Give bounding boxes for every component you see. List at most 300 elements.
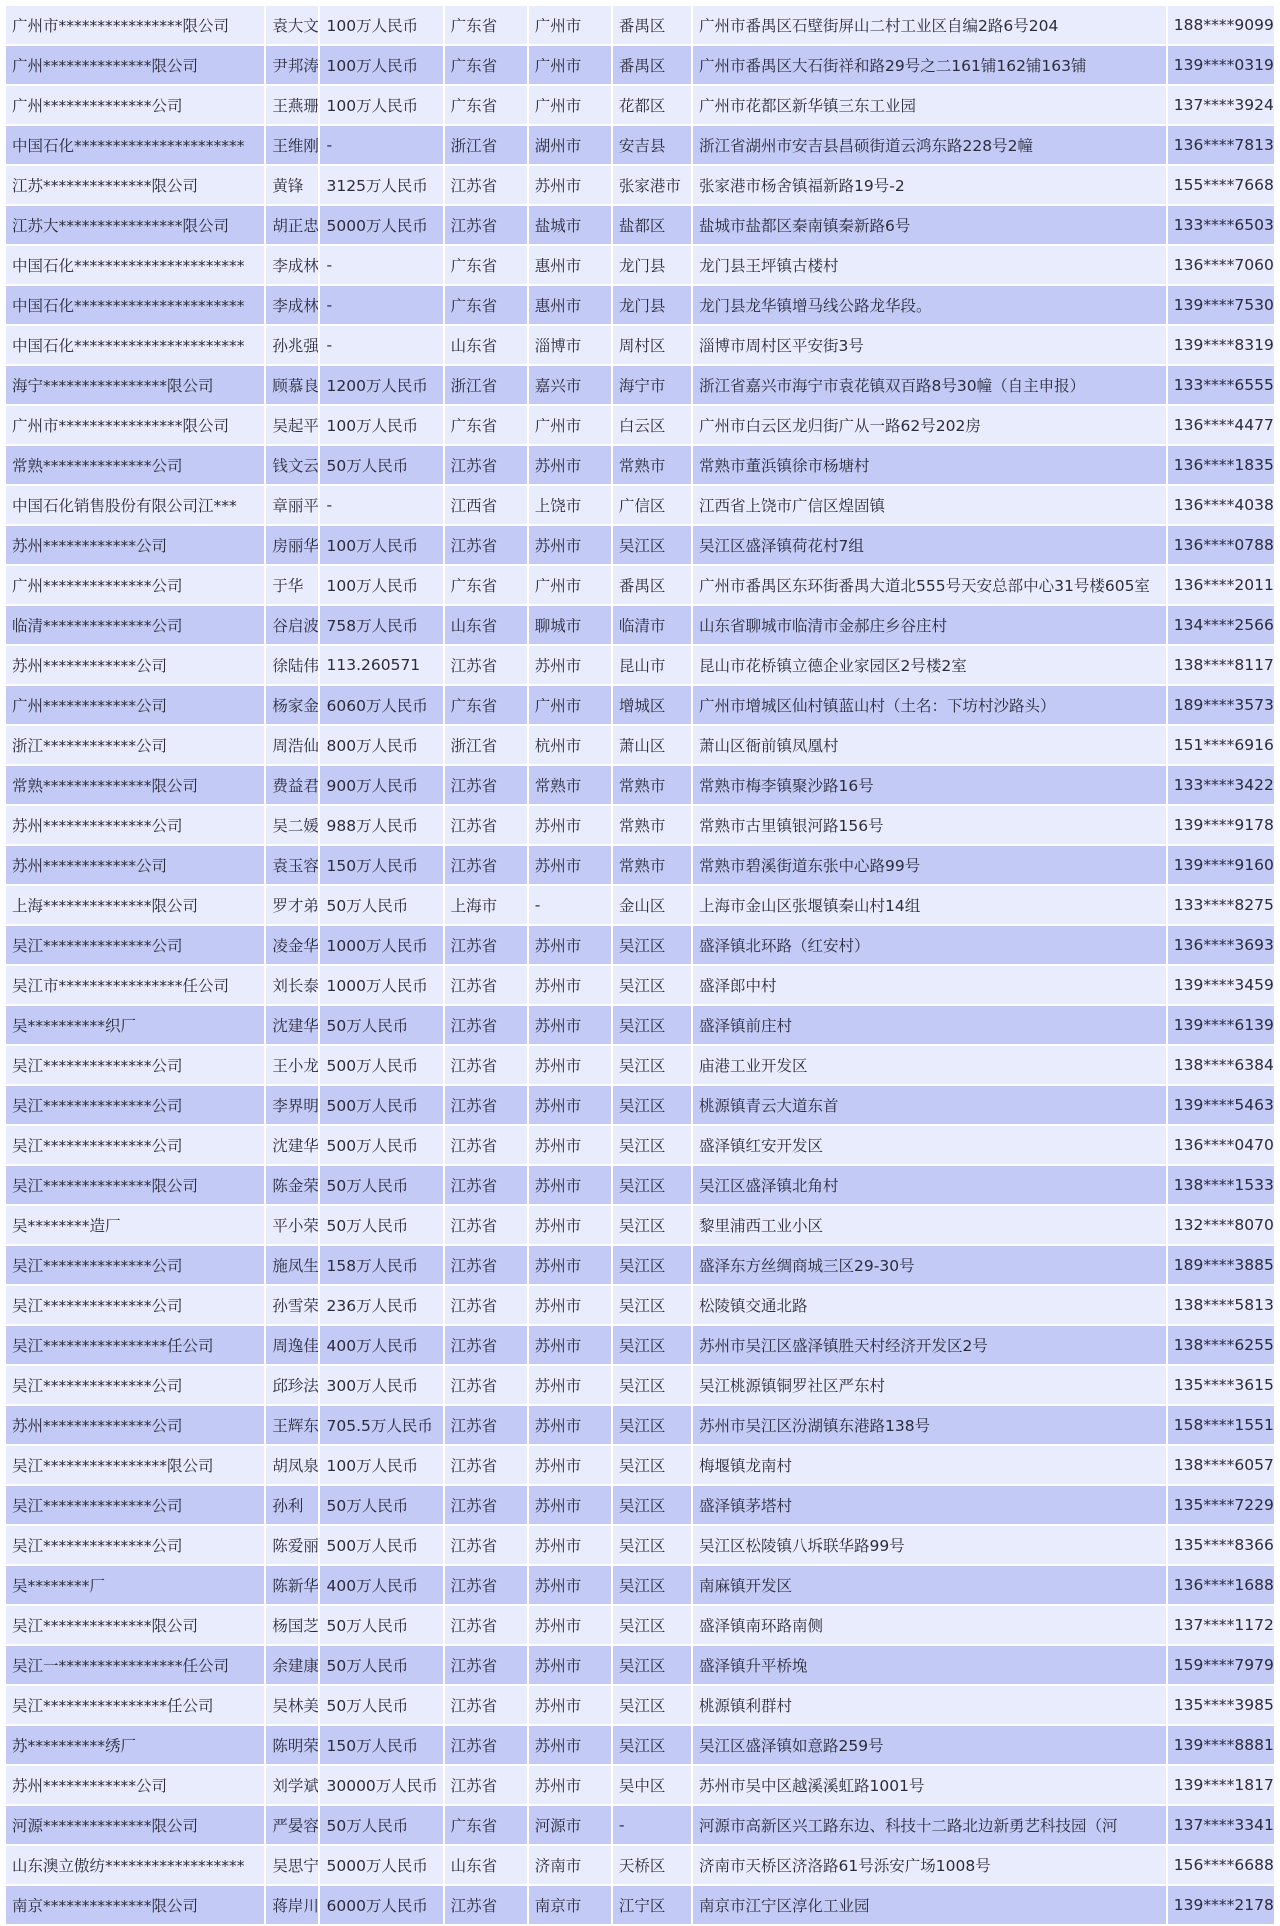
company-name-cell: 吴**********织厂 — [6, 1006, 264, 1044]
phone-cell: 133****3422 — [1168, 766, 1274, 804]
city-cell: 苏州市 — [529, 1606, 611, 1644]
address-cell: 苏州市吴江区汾湖镇东港路138号 — [693, 1406, 1166, 1444]
district-cell: 金山区 — [613, 886, 691, 924]
table-row — [6, 286, 1274, 324]
province-cell: 江苏省 — [445, 766, 527, 804]
province-cell: 江苏省 — [445, 206, 527, 244]
table-row — [6, 646, 1274, 684]
province-cell: 江苏省 — [445, 1046, 527, 1084]
legal-rep-cell: 周逸佳 — [266, 1326, 318, 1364]
city-cell: 苏州市 — [529, 1766, 611, 1804]
phone-cell: 139****5463 — [1168, 1086, 1274, 1124]
table-row — [6, 1486, 1274, 1524]
registered-capital-cell: 6060万人民币 — [320, 686, 442, 724]
registered-capital-cell: 150万人民币 — [320, 846, 442, 884]
district-cell: 吴江区 — [613, 1086, 691, 1124]
district-cell: 常熟市 — [613, 766, 691, 804]
province-cell: 浙江省 — [445, 366, 527, 404]
address-cell: 上海市金山区张堰镇秦山村14组 — [693, 886, 1166, 924]
registered-capital-cell: 100万人民币 — [320, 406, 442, 444]
table-row — [6, 1246, 1274, 1284]
registered-capital-cell: 400万人民币 — [320, 1566, 442, 1604]
phone-cell: 138****5813 — [1168, 1286, 1274, 1324]
district-cell: 吴江区 — [613, 1206, 691, 1244]
legal-rep-cell: 王维刚 — [266, 126, 318, 164]
address-cell: 盐城市盐都区秦南镇秦新路6号 — [693, 206, 1166, 244]
table-row — [6, 1006, 1274, 1044]
registered-capital-cell: 158万人民币 — [320, 1246, 442, 1284]
district-cell: 临清市 — [613, 606, 691, 644]
phone-cell: 137****3924 — [1168, 86, 1274, 124]
city-cell: 苏州市 — [529, 1206, 611, 1244]
phone-cell: 135****3615 — [1168, 1366, 1274, 1404]
phone-cell: 136****2011 — [1168, 566, 1274, 604]
address-cell: 浙江省嘉兴市海宁市袁花镇双百路8号30幢（自主申报） — [693, 366, 1166, 404]
legal-rep-cell: 王小龙 — [266, 1046, 318, 1084]
company-name-cell: 中国石化********************** — [6, 126, 264, 164]
company-name-cell: 吴江**************公司 — [6, 1486, 264, 1524]
address-cell: 吴江区松陵镇八坼联华路99号 — [693, 1526, 1166, 1564]
table-row — [6, 1726, 1274, 1764]
address-cell: 张家港市杨舍镇福新路19号-2 — [693, 166, 1166, 204]
phone-cell: 138****6384 — [1168, 1046, 1274, 1084]
table-row — [6, 1406, 1274, 1444]
city-cell: 广州市 — [529, 6, 611, 44]
registered-capital-cell: 100万人民币 — [320, 86, 442, 124]
city-cell: 苏州市 — [529, 1086, 611, 1124]
district-cell: 吴江区 — [613, 1286, 691, 1324]
province-cell: 广东省 — [445, 46, 527, 84]
registered-capital-cell: 50万人民币 — [320, 1166, 442, 1204]
legal-rep-cell: 陈明荣 — [266, 1726, 318, 1764]
legal-rep-cell: 孙兆强 — [266, 326, 318, 364]
company-name-cell: 吴江**************公司 — [6, 1526, 264, 1564]
province-cell: 江苏省 — [445, 1006, 527, 1044]
legal-rep-cell: 杨家金 — [266, 686, 318, 724]
registered-capital-cell: 5000万人民币 — [320, 1846, 442, 1884]
city-cell: 苏州市 — [529, 446, 611, 484]
company-name-cell: 广州市****************限公司 — [6, 6, 264, 44]
legal-rep-cell: 刘长泰 — [266, 966, 318, 1004]
address-cell: 常熟市梅李镇聚沙路16号 — [693, 766, 1166, 804]
province-cell: 浙江省 — [445, 126, 527, 164]
district-cell: 吴江区 — [613, 1046, 691, 1084]
company-name-cell: 江苏大****************限公司 — [6, 206, 264, 244]
province-cell: 江苏省 — [445, 1166, 527, 1204]
address-cell: 广州市增城区仙村镇蓝山村（土名：下坊村沙路头） — [693, 686, 1166, 724]
province-cell: 江苏省 — [445, 1366, 527, 1404]
table-row — [6, 846, 1274, 884]
company-name-cell: 吴江**************公司 — [6, 1086, 264, 1124]
province-cell: 江苏省 — [445, 1566, 527, 1604]
company-name-cell: 山东澳立傲纺****************** — [6, 1846, 264, 1884]
city-cell: 苏州市 — [529, 646, 611, 684]
table-row — [6, 326, 1274, 364]
registered-capital-cell: 705.5万人民币 — [320, 1406, 442, 1444]
company-name-cell: 吴江**************公司 — [6, 1046, 264, 1084]
district-cell: 吴江区 — [613, 1446, 691, 1484]
province-cell: 广东省 — [445, 286, 527, 324]
city-cell: 苏州市 — [529, 1646, 611, 1684]
registered-capital-cell: 758万人民币 — [320, 606, 442, 644]
district-cell: 番禺区 — [613, 566, 691, 604]
province-cell: 江苏省 — [445, 1526, 527, 1564]
company-name-cell: 吴********厂 — [6, 1566, 264, 1604]
city-cell: 苏州市 — [529, 526, 611, 564]
city-cell: 广州市 — [529, 86, 611, 124]
phone-cell: 139****0319 — [1168, 46, 1274, 84]
address-cell: 盛泽镇前庄村 — [693, 1006, 1166, 1044]
phone-cell: 189****3573 — [1168, 686, 1274, 724]
address-cell: 广州市番禺区石壁街屏山二村工业区自编2路6号204 — [693, 6, 1166, 44]
phone-cell: 136****7813 — [1168, 126, 1274, 164]
phone-cell: 136****3693 — [1168, 926, 1274, 964]
address-cell: 桃源镇利群村 — [693, 1686, 1166, 1724]
city-cell: 济南市 — [529, 1846, 611, 1884]
district-cell: 吴江区 — [613, 966, 691, 1004]
company-name-cell: 南京**************限公司 — [6, 1886, 264, 1924]
district-cell: 吴江区 — [613, 1566, 691, 1604]
city-cell: - — [529, 886, 611, 924]
company-name-cell: 吴江**************限公司 — [6, 1166, 264, 1204]
company-name-cell: 吴江****************任公司 — [6, 1686, 264, 1724]
legal-rep-cell: 平小荣 — [266, 1206, 318, 1244]
city-cell: 苏州市 — [529, 1486, 611, 1524]
province-cell: 江苏省 — [445, 1326, 527, 1364]
city-cell: 嘉兴市 — [529, 366, 611, 404]
registered-capital-cell: 30000万人民币 — [320, 1766, 442, 1804]
city-cell: 苏州市 — [529, 1166, 611, 1204]
company-name-cell: 苏**********绣厂 — [6, 1726, 264, 1764]
registered-capital-cell: 300万人民币 — [320, 1366, 442, 1404]
table-row — [6, 1606, 1274, 1644]
legal-rep-cell: 谷启波 — [266, 606, 318, 644]
district-cell: 吴江区 — [613, 1646, 691, 1684]
city-cell: 惠州市 — [529, 246, 611, 284]
company-name-cell: 上海**************限公司 — [6, 886, 264, 924]
city-cell: 苏州市 — [529, 806, 611, 844]
district-cell: 吴江区 — [613, 1326, 691, 1364]
company-name-cell: 吴江**************公司 — [6, 1366, 264, 1404]
registered-capital-cell: 50万人民币 — [320, 1606, 442, 1644]
phone-cell: 136****0788 — [1168, 526, 1274, 564]
company-name-cell: 吴********造厂 — [6, 1206, 264, 1244]
company-name-cell: 常熟**************公司 — [6, 446, 264, 484]
table-row — [6, 966, 1274, 1004]
registered-capital-cell: 100万人民币 — [320, 526, 442, 564]
legal-rep-cell: 蒋岸川 — [266, 1886, 318, 1924]
table-row — [6, 1366, 1274, 1404]
address-cell: 松陵镇交通北路 — [693, 1286, 1166, 1324]
district-cell: 吴江区 — [613, 926, 691, 964]
address-cell: 广州市花都区新华镇三东工业园 — [693, 86, 1166, 124]
district-cell: 安吉县 — [613, 126, 691, 164]
legal-rep-cell: 胡凤泉 — [266, 1446, 318, 1484]
company-name-cell: 吴江**************公司 — [6, 1126, 264, 1164]
phone-cell: 189****3885 — [1168, 1246, 1274, 1284]
district-cell: 常熟市 — [613, 446, 691, 484]
city-cell: 苏州市 — [529, 926, 611, 964]
address-cell: 盛泽镇南环路南侧 — [693, 1606, 1166, 1644]
province-cell: 江苏省 — [445, 526, 527, 564]
phone-cell: 136****4038 — [1168, 486, 1274, 524]
address-cell: 广州市白云区龙归街广从一路62号202房 — [693, 406, 1166, 444]
phone-cell: 132****8070 — [1168, 1206, 1274, 1244]
legal-rep-cell: 孙雪荣 — [266, 1286, 318, 1324]
address-cell: 盛泽镇北环路（红安村） — [693, 926, 1166, 964]
legal-rep-cell: 陈爱丽 — [266, 1526, 318, 1564]
address-cell: 庙港工业开发区 — [693, 1046, 1166, 1084]
table-row — [6, 766, 1274, 804]
table-row — [6, 1086, 1274, 1124]
phone-cell: 139****1817 — [1168, 1766, 1274, 1804]
phone-cell: 137****1172 — [1168, 1606, 1274, 1644]
city-cell: 苏州市 — [529, 966, 611, 1004]
address-cell: 苏州市吴江区盛泽镇胜天村经济开发区2号 — [693, 1326, 1166, 1364]
district-cell: 周村区 — [613, 326, 691, 364]
phone-cell: 138****1533 — [1168, 1166, 1274, 1204]
legal-rep-cell: 于华 — [266, 566, 318, 604]
phone-cell: 158****1551 — [1168, 1406, 1274, 1444]
legal-rep-cell: 王辉东 — [266, 1406, 318, 1444]
province-cell: 江苏省 — [445, 1406, 527, 1444]
registered-capital-cell: - — [320, 486, 442, 524]
phone-cell: 136****4477 — [1168, 406, 1274, 444]
province-cell: 江苏省 — [445, 1646, 527, 1684]
company-name-cell: 苏州************公司 — [6, 846, 264, 884]
table-row — [6, 1766, 1274, 1804]
phone-cell: 139****9178 — [1168, 806, 1274, 844]
phone-cell: 139****8881 — [1168, 1726, 1274, 1764]
company-name-cell: 中国石化销售股份有限公司江*** — [6, 486, 264, 524]
phone-cell: 159****7979 — [1168, 1646, 1274, 1684]
province-cell: 江西省 — [445, 486, 527, 524]
table-row — [6, 1166, 1274, 1204]
table-row — [6, 1806, 1274, 1844]
table-row — [6, 6, 1274, 44]
province-cell: 山东省 — [445, 326, 527, 364]
registered-capital-cell: 400万人民币 — [320, 1326, 442, 1364]
province-cell: 江苏省 — [445, 1206, 527, 1244]
company-name-cell: 常熟**************限公司 — [6, 766, 264, 804]
address-cell: 常熟市古里镇银河路156号 — [693, 806, 1166, 844]
address-cell: 江西省上饶市广信区煌固镇 — [693, 486, 1166, 524]
table-row — [6, 526, 1274, 564]
legal-rep-cell: 邱珍法 — [266, 1366, 318, 1404]
phone-cell: 155****7668 — [1168, 166, 1274, 204]
address-cell: 吴江桃源镇铜罗社区严东村 — [693, 1366, 1166, 1404]
company-name-cell: 河源**************限公司 — [6, 1806, 264, 1844]
legal-rep-cell: 顾慕良 — [266, 366, 318, 404]
district-cell: 吴江区 — [613, 1526, 691, 1564]
district-cell: 吴江区 — [613, 526, 691, 564]
company-name-cell: 浙江************公司 — [6, 726, 264, 764]
legal-rep-cell: 吴林美 — [266, 1686, 318, 1724]
table-row — [6, 246, 1274, 284]
registered-capital-cell: 50万人民币 — [320, 446, 442, 484]
province-cell: 江苏省 — [445, 446, 527, 484]
legal-rep-cell: 严晏容 — [266, 1806, 318, 1844]
legal-rep-cell: 李成林 — [266, 286, 318, 324]
phone-cell: 188****9099 — [1168, 6, 1274, 44]
table-row — [6, 1646, 1274, 1684]
district-cell: 花都区 — [613, 86, 691, 124]
address-cell: 盛泽镇升平桥堍 — [693, 1646, 1166, 1684]
table-row — [6, 406, 1274, 444]
phone-cell: 135****3985 — [1168, 1686, 1274, 1724]
district-cell: 海宁市 — [613, 366, 691, 404]
city-cell: 苏州市 — [529, 1286, 611, 1324]
city-cell: 常熟市 — [529, 766, 611, 804]
registered-capital-cell: 500万人民币 — [320, 1526, 442, 1564]
legal-rep-cell: 费益君 — [266, 766, 318, 804]
phone-cell: 139****9160 — [1168, 846, 1274, 884]
company-name-cell: 广州**************公司 — [6, 566, 264, 604]
district-cell: 吴江区 — [613, 1126, 691, 1164]
registered-capital-cell: 1000万人民币 — [320, 926, 442, 964]
address-cell: 吴江区盛泽镇荷花村7组 — [693, 526, 1166, 564]
company-name-cell: 吴江**************公司 — [6, 1286, 264, 1324]
company-name-cell: 广州**************公司 — [6, 86, 264, 124]
phone-cell: 139****6139 — [1168, 1006, 1274, 1044]
company-name-cell: 吴江**************公司 — [6, 1246, 264, 1284]
legal-rep-cell: 袁大文 — [266, 6, 318, 44]
address-cell: 梅堰镇龙南村 — [693, 1446, 1166, 1484]
province-cell: 江苏省 — [445, 1446, 527, 1484]
city-cell: 苏州市 — [529, 1366, 611, 1404]
company-name-cell: 苏州************公司 — [6, 1766, 264, 1804]
district-cell: 龙门县 — [613, 246, 691, 284]
company-name-cell: 吴江****************任公司 — [6, 1326, 264, 1364]
province-cell: 广东省 — [445, 86, 527, 124]
phone-cell: 134****2566 — [1168, 606, 1274, 644]
address-cell: 盛泽镇茅塔村 — [693, 1486, 1166, 1524]
province-cell: 江苏省 — [445, 1486, 527, 1524]
registered-capital-cell: 50万人民币 — [320, 1646, 442, 1684]
district-cell: 番禺区 — [613, 46, 691, 84]
district-cell: 常熟市 — [613, 846, 691, 884]
city-cell: 盐城市 — [529, 206, 611, 244]
phone-cell: 139****8319 — [1168, 326, 1274, 364]
company-name-cell: 吴江**************限公司 — [6, 1606, 264, 1644]
address-cell: 龙门县王坪镇古楼村 — [693, 246, 1166, 284]
phone-cell: 138****6057 — [1168, 1446, 1274, 1484]
legal-rep-cell: 陈新华 — [266, 1566, 318, 1604]
address-cell: 盛泽郎中村 — [693, 966, 1166, 1004]
legal-rep-cell: 黄锋 — [266, 166, 318, 204]
province-cell: 江苏省 — [445, 1686, 527, 1724]
phone-cell: 133****6503 — [1168, 206, 1274, 244]
company-name-cell: 吴江市****************任公司 — [6, 966, 264, 1004]
table-row — [6, 686, 1274, 724]
district-cell: 吴江区 — [613, 1006, 691, 1044]
district-cell: 吴江区 — [613, 1246, 691, 1284]
registered-capital-cell: 800万人民币 — [320, 726, 442, 764]
legal-rep-cell: 余建康 — [266, 1646, 318, 1684]
registered-capital-cell: - — [320, 246, 442, 284]
registered-capital-cell: 3125万人民币 — [320, 166, 442, 204]
table-row — [6, 366, 1274, 404]
phone-cell: 135****7229 — [1168, 1486, 1274, 1524]
address-cell: 南京市江宁区淳化工业园 — [693, 1886, 1166, 1924]
city-cell: 苏州市 — [529, 1566, 611, 1604]
legal-rep-cell: 凌金华 — [266, 926, 318, 964]
registered-capital-cell: 500万人民币 — [320, 1126, 442, 1164]
company-name-cell: 苏州************公司 — [6, 526, 264, 564]
city-cell: 湖州市 — [529, 126, 611, 164]
province-cell: 浙江省 — [445, 726, 527, 764]
phone-cell: 136****1688 — [1168, 1566, 1274, 1604]
legal-rep-cell: 罗才弟 — [266, 886, 318, 924]
table-row — [6, 1566, 1274, 1604]
address-cell: 广州市番禺区大石街祥和路29号之二161铺162铺163铺 — [693, 46, 1166, 84]
table-row — [6, 1326, 1274, 1364]
table-body — [6, 6, 1274, 1924]
company-name-cell: 中国石化********************** — [6, 326, 264, 364]
company-name-cell: 中国石化********************** — [6, 246, 264, 284]
address-cell: 济南市天桥区济洛路61号泺安广场1008号 — [693, 1846, 1166, 1884]
address-cell: 盛泽镇红安开发区 — [693, 1126, 1166, 1164]
province-cell: 上海市 — [445, 886, 527, 924]
registered-capital-cell: 100万人民币 — [320, 566, 442, 604]
table-row — [6, 1126, 1274, 1164]
district-cell: 萧山区 — [613, 726, 691, 764]
company-name-cell: 苏州************公司 — [6, 646, 264, 684]
table-row — [6, 446, 1274, 484]
legal-rep-cell: 沈建华 — [266, 1126, 318, 1164]
city-cell: 广州市 — [529, 566, 611, 604]
address-cell: 桃源镇青云大道东首 — [693, 1086, 1166, 1124]
city-cell: 苏州市 — [529, 1046, 611, 1084]
registered-capital-cell: 900万人民币 — [320, 766, 442, 804]
table-row — [6, 726, 1274, 764]
district-cell: 白云区 — [613, 406, 691, 444]
table-row — [6, 1846, 1274, 1884]
province-cell: 江苏省 — [445, 1606, 527, 1644]
district-cell: 盐都区 — [613, 206, 691, 244]
district-cell: 吴江区 — [613, 1726, 691, 1764]
district-cell: 吴江区 — [613, 1486, 691, 1524]
registered-capital-cell: 100万人民币 — [320, 1446, 442, 1484]
registered-capital-cell: 50万人民币 — [320, 1486, 442, 1524]
city-cell: 南京市 — [529, 1886, 611, 1924]
table-row — [6, 1686, 1274, 1724]
legal-rep-cell: 徐陆伟 — [266, 646, 318, 684]
table-row — [6, 166, 1274, 204]
province-cell: 广东省 — [445, 246, 527, 284]
legal-rep-cell: 房丽华 — [266, 526, 318, 564]
city-cell: 苏州市 — [529, 1006, 611, 1044]
address-cell: 吴江区盛泽镇北角村 — [693, 1166, 1166, 1204]
city-cell: 苏州市 — [529, 1326, 611, 1364]
table-row — [6, 1206, 1274, 1244]
address-cell: 龙门县龙华镇增马线公路龙华段。 — [693, 286, 1166, 324]
province-cell: 山东省 — [445, 606, 527, 644]
table-row — [6, 206, 1274, 244]
table-row — [6, 46, 1274, 84]
address-cell: 黎里浦西工业小区 — [693, 1206, 1166, 1244]
registered-capital-cell: 50万人民币 — [320, 886, 442, 924]
legal-rep-cell: 胡正忠 — [266, 206, 318, 244]
city-cell: 上饶市 — [529, 486, 611, 524]
province-cell: 江苏省 — [445, 966, 527, 1004]
registered-capital-cell: 6000万人民币 — [320, 1886, 442, 1924]
registered-capital-cell: 50万人民币 — [320, 1806, 442, 1844]
city-cell: 苏州市 — [529, 1686, 611, 1724]
phone-cell: 136****7060 — [1168, 246, 1274, 284]
province-cell: 江苏省 — [445, 1086, 527, 1124]
district-cell: 吴中区 — [613, 1766, 691, 1804]
